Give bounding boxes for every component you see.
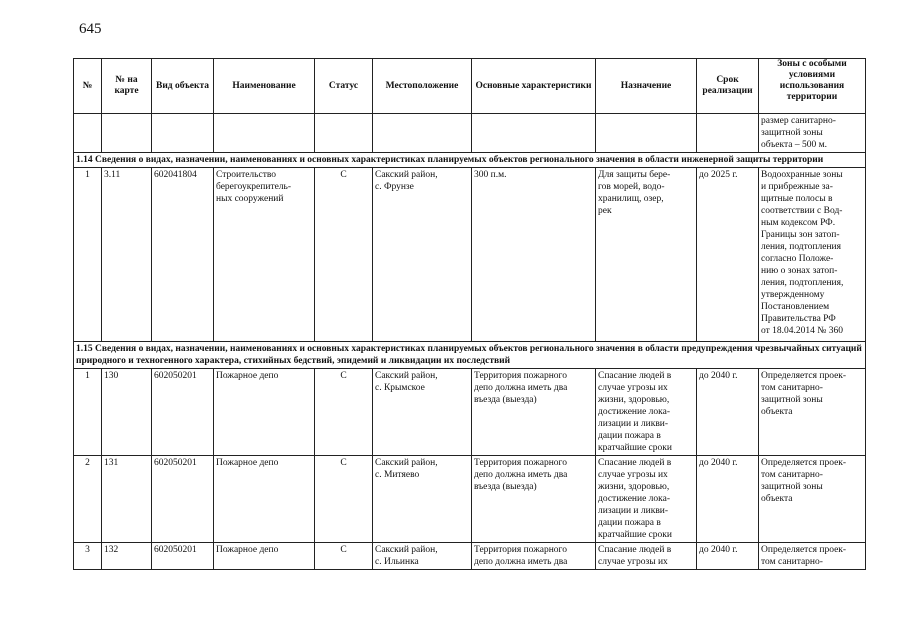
cell-purpose: Для защиты бере- гов морей, водо- хранилищ, озер, рек: [596, 168, 697, 342]
table-row: [74, 168, 866, 342]
cell-term: до 2040 г.: [697, 456, 759, 543]
cell-purpose: Спасание людей в случае угрозы их жизни, здоровью, достижение лока- лизации и ликви- дации пожара в кратчайшие сроки: [596, 456, 697, 543]
cell-num: 3: [74, 543, 102, 570]
header-location: Местоположение: [373, 59, 472, 114]
cell-num: 1: [74, 168, 102, 342]
continuation-zones: размер санитарно- защитной зоны объекта – 500 м.: [759, 114, 866, 153]
cell-num: 2: [74, 456, 102, 543]
cell-object-type: 602041804: [152, 168, 214, 342]
cell-status: С: [315, 369, 373, 456]
objects-table: [73, 58, 866, 570]
header-characteristics: Основные характеристики: [472, 59, 596, 114]
cell-zones: Определяется проек- том санитарно-: [759, 543, 866, 570]
cell-map-no: 132: [102, 543, 152, 570]
header-purpose: Назначение: [596, 59, 697, 114]
section-title-1-14: 1.14 Сведения о видах, назначении, наименованиях и основных характеристиках планируемых объектов регионального значения в области инженерной защиты территории: [74, 153, 866, 168]
cell-map-no: 131: [102, 456, 152, 543]
cell-name: Строительство берегоукрепитель- ных сооружений: [214, 168, 315, 342]
cell-name: Пожарное депо: [214, 543, 315, 570]
cell-characteristics: 300 п.м.: [472, 168, 596, 342]
cell-zones: Определяется проек- том санитарно- защитной зоны объекта: [759, 456, 866, 543]
cell-status: С: [315, 456, 373, 543]
table-row: [74, 456, 866, 543]
cell-name: Пожарное депо: [214, 456, 315, 543]
cell-status: С: [315, 543, 373, 570]
header-status: Статус: [315, 59, 373, 114]
cell-name: Пожарное депо: [214, 369, 315, 456]
cell-object-type: 602050201: [152, 456, 214, 543]
cell-term: до 2025 г.: [697, 168, 759, 342]
cell-num: 1: [74, 369, 102, 456]
cell-zones: Определяется проек- том санитарно- защитной зоны объекта: [759, 369, 866, 456]
table-row: [74, 543, 866, 570]
cell-characteristics: Территория пожарного депо должна иметь два въезда (выезда): [472, 456, 596, 543]
cell-characteristics: Территория пожарного депо должна иметь два въезда (выезда): [472, 369, 596, 456]
header-zones: Зоны с особыми условиями использования территории: [759, 59, 866, 114]
table-row: [74, 369, 866, 456]
cell-object-type: 602050201: [152, 543, 214, 570]
cell-status: С: [315, 168, 373, 342]
cell-location: Сакский район, с. Ильинка: [373, 543, 472, 570]
section-title-1-15: 1.15 Сведения о видах, назначении, наименованиях и основных характеристиках планируемых объектов регионального значения в области предупреждения чрезвычайных ситуаций природного и техногенного характера, стихийных бедствий, эпидемий и ликвидации их последствий: [74, 342, 866, 369]
cell-purpose: Спасание людей в случае угрозы их жизни, здоровью, достижение лока- лизации и ликви- дации пожара в кратчайшие сроки: [596, 369, 697, 456]
cell-map-no: 130: [102, 369, 152, 456]
cell-term: до 2040 г.: [697, 369, 759, 456]
page-number: 645: [79, 21, 102, 37]
cell-location: Сакский район, с. Фрунзе: [373, 168, 472, 342]
continuation-row: [74, 114, 866, 153]
cell-map-no: 3.11: [102, 168, 152, 342]
cell-location: Сакский район, с. Митяево: [373, 456, 472, 543]
header-map-no: № на карте: [102, 59, 152, 114]
cell-object-type: 602050201: [152, 369, 214, 456]
section-header-row: [74, 153, 866, 168]
table-header-row: [74, 59, 866, 114]
header-object-type: Вид объекта: [152, 59, 214, 114]
cell-zones: Водоохранные зоны и прибрежные за- щитные полосы в соответствии с Вод- ным кодексом РФ. Границы зон затоп- ления, подтопления согласно Положе- нию о зонах затоп- ления, подтопления, утвержденному Постановлением Правительства РФ от 18.04.2014 № 360: [759, 168, 866, 342]
header-name: Наименование: [214, 59, 315, 114]
header-num: №: [74, 59, 102, 114]
cell-characteristics: Территория пожарного депо должна иметь два: [472, 543, 596, 570]
header-term: Срок реализации: [697, 59, 759, 114]
cell-location: Сакский район, с. Крымское: [373, 369, 472, 456]
section-header-row: [74, 342, 866, 369]
cell-purpose: Спасание людей в случае угрозы их: [596, 543, 697, 570]
cell-term: до 2040 г.: [697, 543, 759, 570]
